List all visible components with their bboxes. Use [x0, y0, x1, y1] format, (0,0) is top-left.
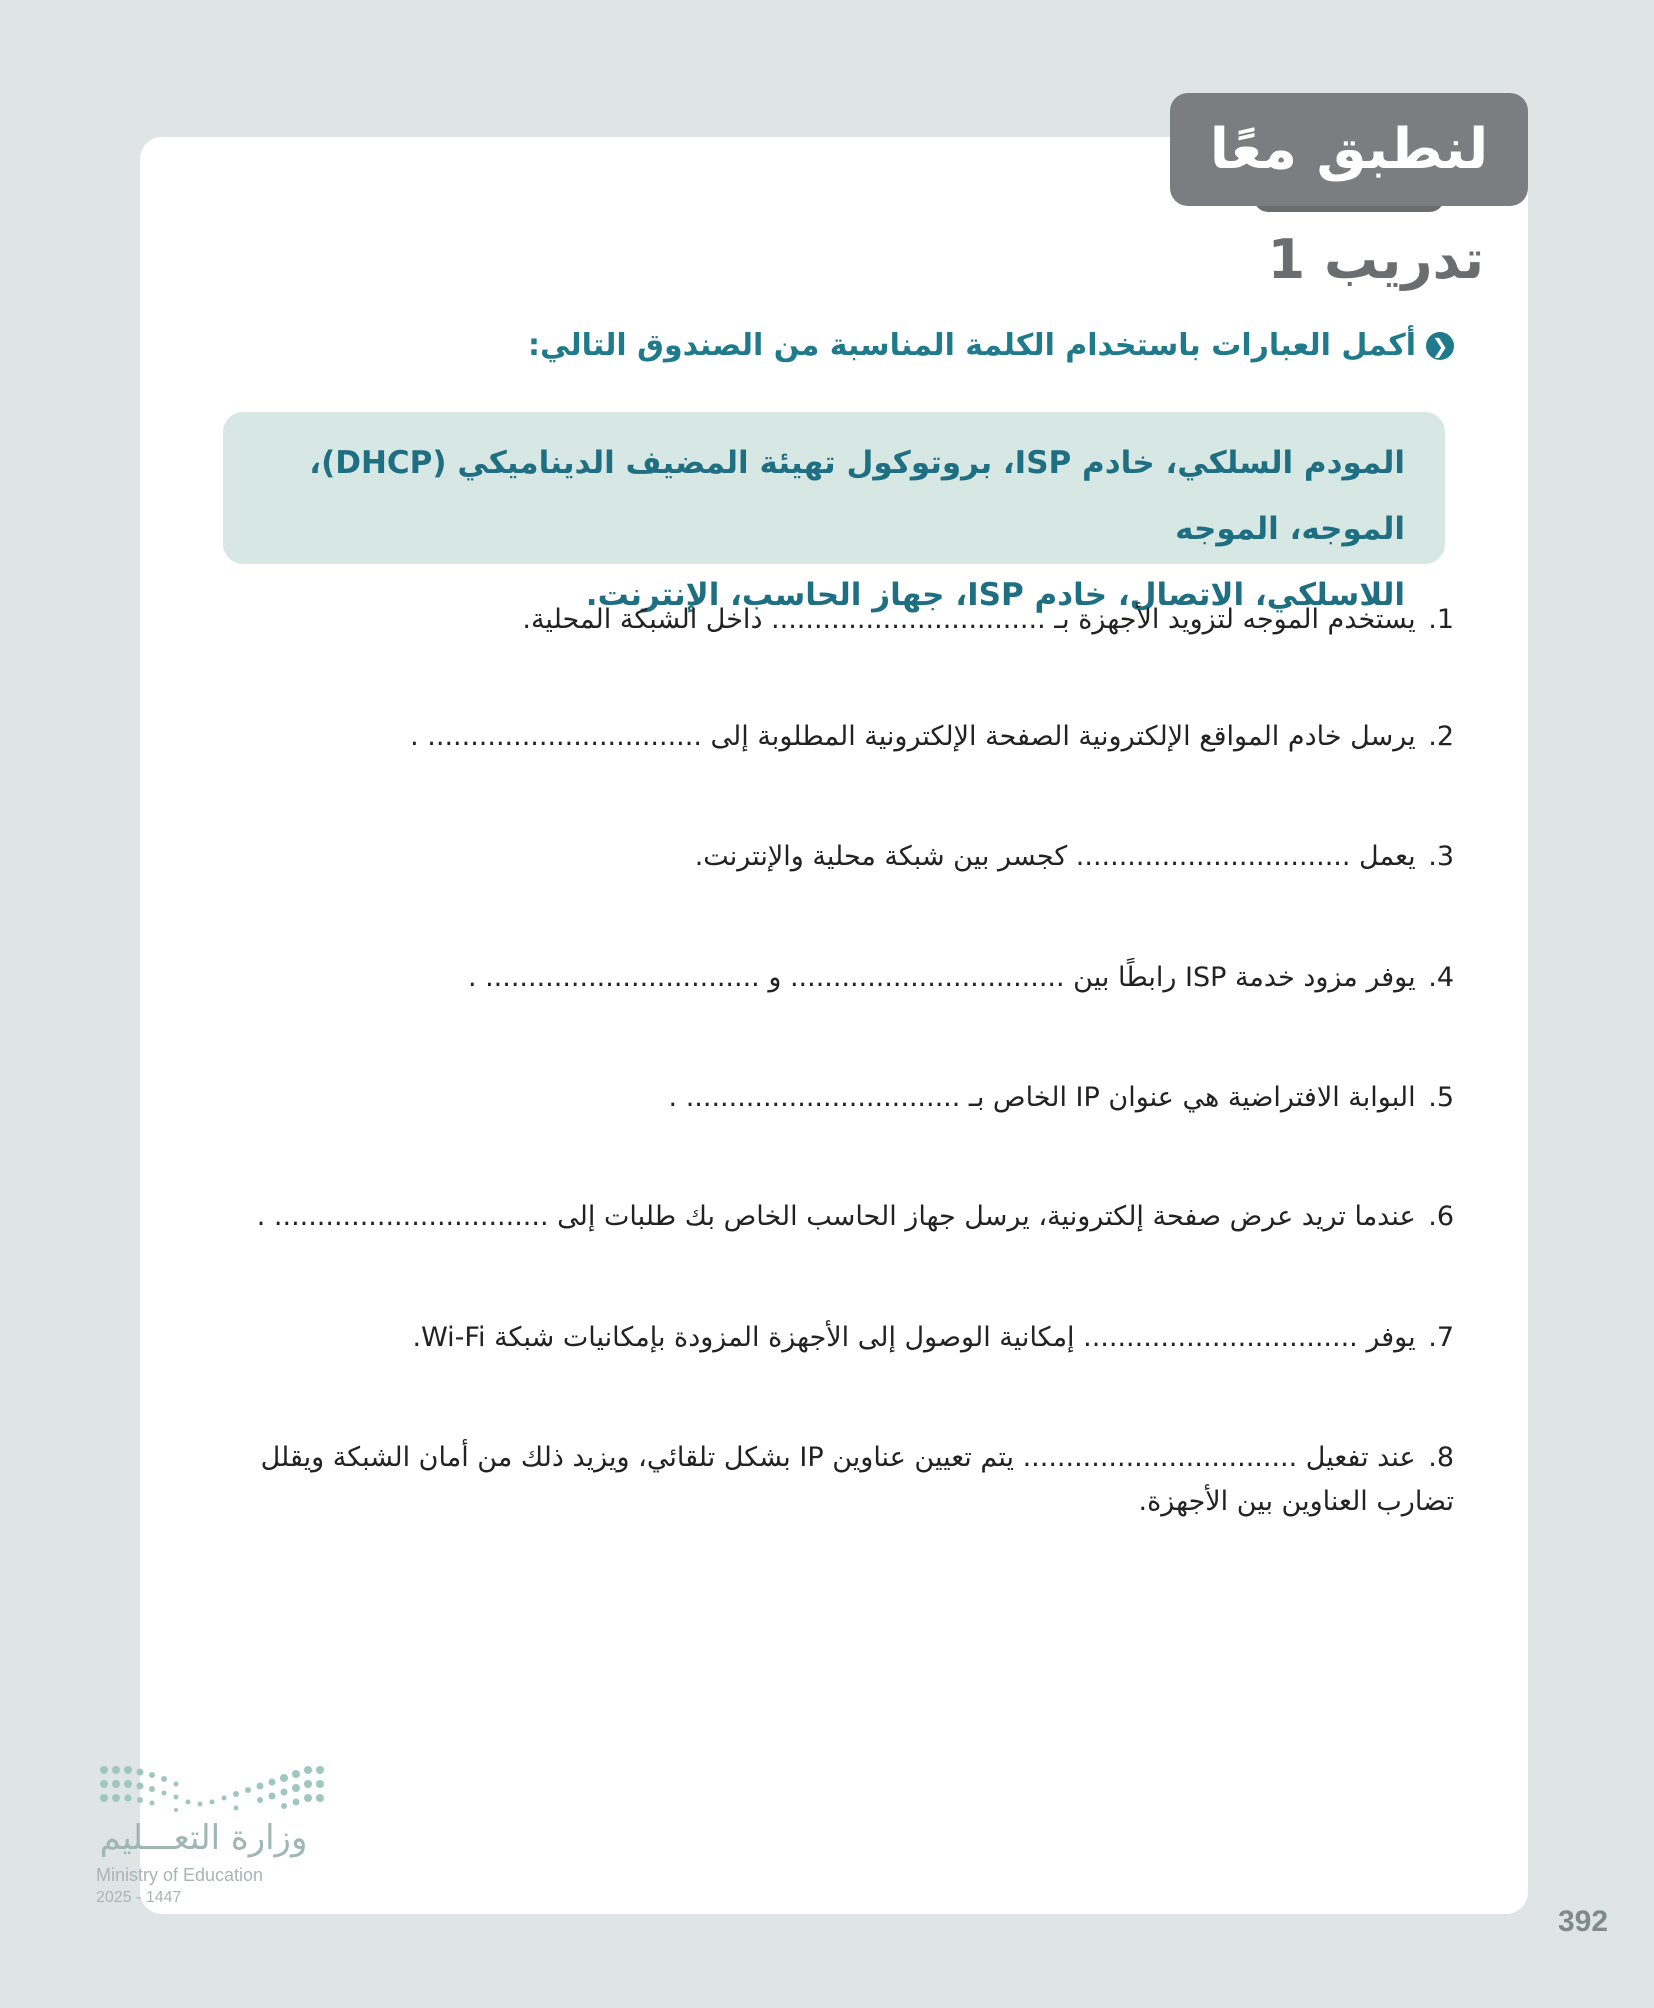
- question-number: 7.: [1428, 1322, 1454, 1353]
- section-tab: لنطبق معًا: [1170, 93, 1528, 206]
- question-text: عند تفعيل ................................ يتم تعيين عناوين IP بشكل تلقائي، ويزيد ذلك من أمان الشبكة ويقلل تضارب العناوين بين الأجهزة.: [260, 1442, 1454, 1517]
- question-text: يستخدم الموجه لتزويد الأجهزة بـ ................................ داخل الشبكة المحلية.: [522, 604, 1416, 635]
- chevron-left-icon: ❮: [1426, 332, 1454, 360]
- question-text: يرسل خادم المواقع الإلكترونية الصفحة الإلكترونية المطلوبة إلى ................................ .: [410, 721, 1416, 752]
- word-bank-box: [223, 412, 1445, 613]
- question-8[interactable]: [194, 1436, 1454, 1524]
- ministry-name-en: Ministry of Education: [96, 1865, 264, 1885]
- question-number: 8.: [1428, 1442, 1454, 1473]
- question-text: يعمل ................................ كجسر بين شبكة محلية والإنترنت.: [694, 841, 1416, 872]
- question-1[interactable]: [194, 598, 1454, 642]
- question-number: 2.: [1428, 721, 1454, 752]
- question-4[interactable]: [194, 956, 1454, 1000]
- question-number: 4.: [1428, 962, 1454, 993]
- page-number: 392: [1558, 1905, 1609, 1938]
- instruction-text: أكمل العبارات باستخدام الكلمة المناسبة من الصندوق التالي:: [528, 328, 1416, 363]
- instruction: [528, 328, 1454, 363]
- word-bank-line-2: اللاسلكي، الاتصال، خادم ISP، جهاز الحاسب، الإنترنت.: [585, 577, 1405, 613]
- question-number: 3.: [1428, 841, 1454, 872]
- question-7[interactable]: [194, 1316, 1454, 1360]
- question-number: 6.: [1428, 1201, 1454, 1232]
- question-text: البوابة الافتراضية هي عنوان IP الخاص بـ ................................ .: [668, 1082, 1416, 1113]
- ministry-year: 2025 - 1447: [96, 1889, 182, 1906]
- question-text: يوفر ................................ إمكانية الوصول إلى الأجهزة المزودة بإمكانيات شبكة Wi-Fi.: [412, 1322, 1416, 1353]
- ministry-name-ar: وزارة التعـــليم: [99, 1818, 308, 1858]
- question-number: 1.: [1428, 604, 1454, 635]
- question-6[interactable]: [194, 1195, 1454, 1239]
- question-3[interactable]: [194, 835, 1454, 879]
- question-2[interactable]: [194, 715, 1454, 759]
- page-card: [140, 137, 1528, 1914]
- question-text: يوفر مزود خدمة ISP رابطًا بين ................................ و ................................ .: [467, 962, 1416, 993]
- question-text: عندما تريد عرض صفحة إلكترونية، يرسل جهاز الحاسب الخاص بك طلبات إلى ................................ .: [256, 1201, 1416, 1232]
- word-bank-line-1: المودم السلكي، خادم ISP، بروتوكول تهيئة المضيف الديناميكي (DHCP)، الموجه، الموجه: [309, 445, 1405, 547]
- exercise-title: تدريب 1: [1267, 228, 1484, 291]
- question-number: 5.: [1428, 1082, 1454, 1113]
- question-5[interactable]: [194, 1076, 1454, 1120]
